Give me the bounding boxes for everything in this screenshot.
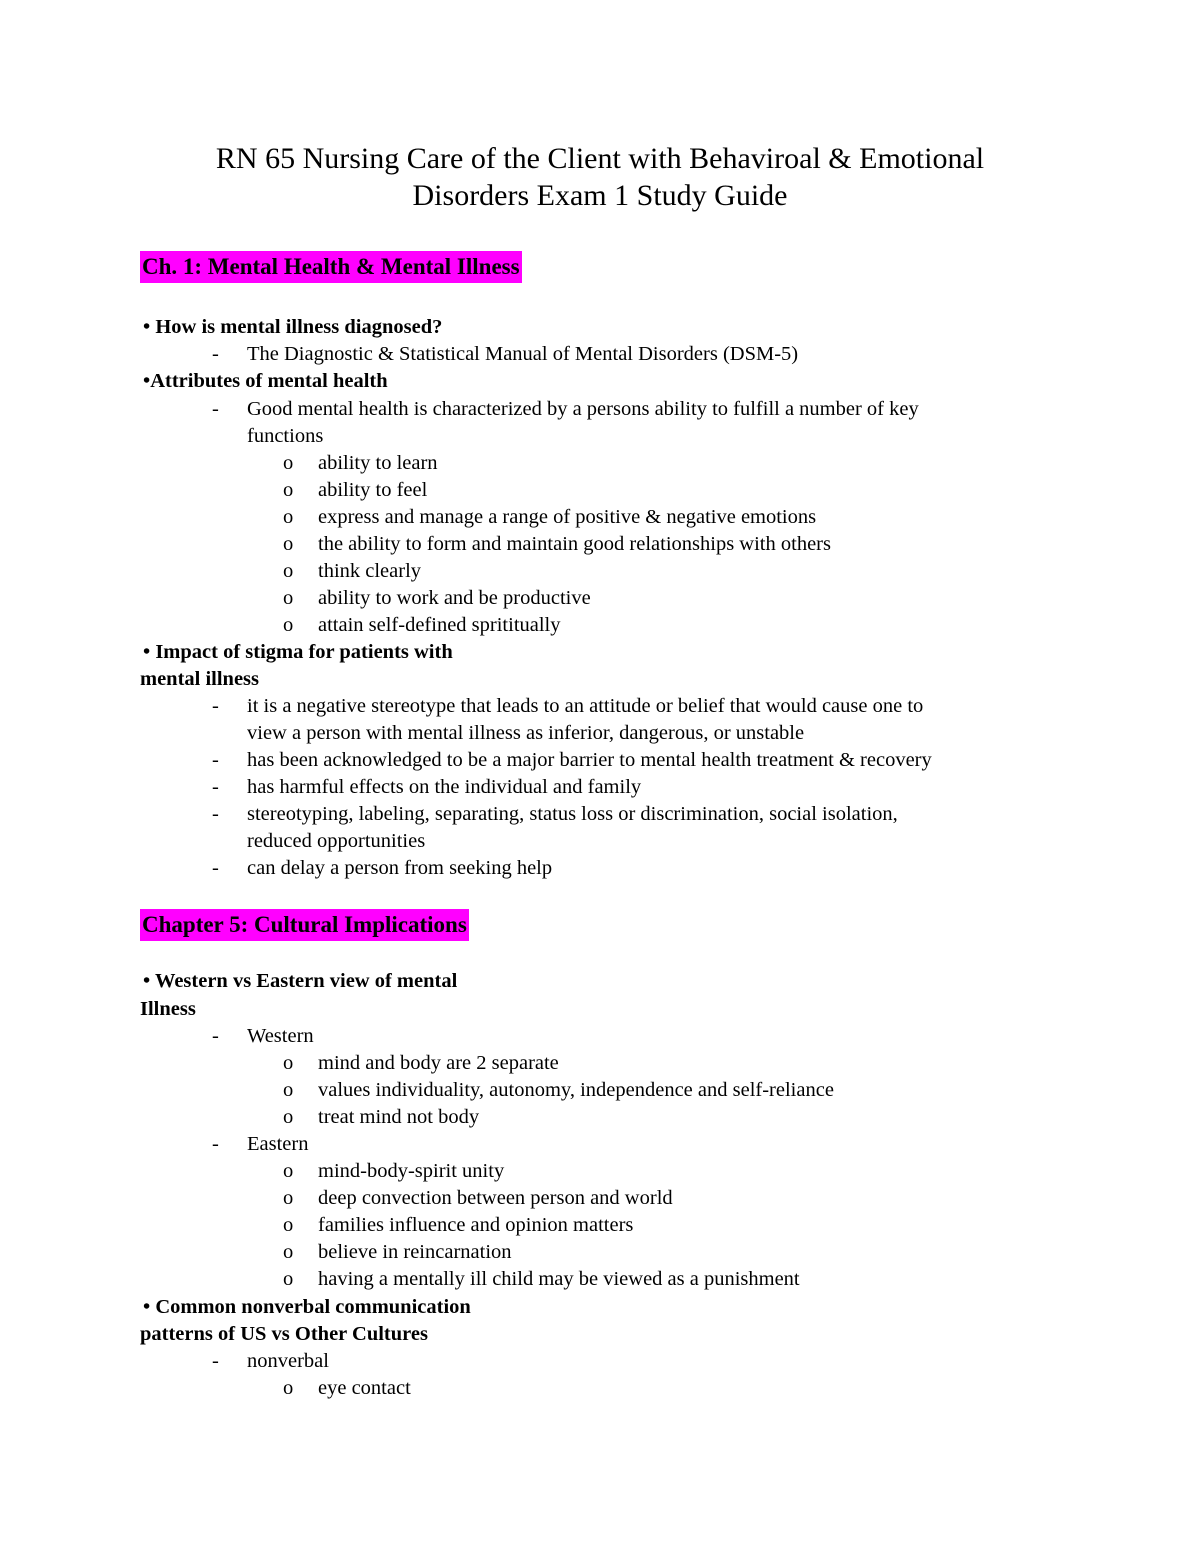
circle-marker: o [283, 1241, 294, 1263]
bullet-marker: • [143, 1296, 151, 1318]
question-text: Common nonverbal communication [155, 1296, 471, 1318]
question-nonverbal [143, 1294, 471, 1321]
sub-list-item: the ability to form and maintain good relationships with others [318, 533, 831, 555]
list-item: has harmful effects on the individual and family [247, 776, 642, 798]
dash-marker: - [212, 695, 219, 717]
circle-marker: o [283, 533, 294, 555]
list-item: nonverbal [247, 1350, 329, 1372]
dash-marker: - [212, 1025, 219, 1047]
question-text: How is mental illness diagnosed? [155, 316, 443, 338]
question-diagnosed [143, 314, 442, 341]
sub-list-item: ability to learn [318, 452, 438, 474]
list-item-eastern: Eastern [247, 1133, 309, 1155]
circle-marker: o [283, 614, 294, 636]
sub-list-item: having a mentally ill child may be viewed as a punishment [318, 1268, 800, 1290]
question-text: Western vs Eastern view of mental [154, 970, 458, 992]
bullet-marker: • [143, 316, 151, 338]
circle-marker: o [283, 479, 294, 501]
dash-marker: - [212, 776, 219, 798]
sub-list-item: eye contact [318, 1377, 411, 1399]
list-item-continued: reduced opportunities [247, 830, 426, 852]
sub-list-item: values individuality, autonomy, independence and self-reliance [318, 1079, 834, 1101]
circle-marker: o [283, 1052, 294, 1074]
list-item: stereotyping, labeling, separating, status loss or discrimination, social isolation, [247, 803, 898, 825]
bullet-marker: • [143, 370, 151, 392]
dash-marker: - [212, 1350, 219, 1372]
list-item-western: Western [247, 1025, 314, 1047]
title-line-1: RN 65 Nursing Care of the Client with Behaviroal & Emotional [215, 142, 985, 175]
circle-marker: o [283, 1079, 294, 1101]
sub-list-item: mind-body-spirit unity [318, 1160, 505, 1182]
circle-marker: o [283, 1106, 294, 1128]
list-item: can delay a person from seeking help [247, 857, 553, 879]
sub-list-item: think clearly [318, 560, 422, 582]
title-line-2: Disorders Exam 1 Study Guide [412, 179, 788, 212]
question-western-eastern-continued: Illness [140, 998, 196, 1020]
list-item-continued: view a person with mental illness as inferior, dangerous, or unstable [247, 722, 805, 744]
bullet-marker: • [143, 970, 151, 992]
list-item: The Diagnostic & Statistical Manual of Mental Disorders (DSM-5) [247, 343, 799, 365]
circle-marker: o [283, 1214, 294, 1236]
sub-list-item: ability to feel [318, 479, 428, 501]
sub-list-item: believe in reincarnation [318, 1241, 512, 1263]
dash-marker: - [212, 1133, 219, 1155]
list-item: has been acknowledged to be a major barrier to mental health treatment & recovery [247, 749, 932, 771]
dash-marker: - [212, 749, 219, 771]
circle-marker: o [283, 1187, 294, 1209]
circle-marker: o [283, 1160, 294, 1182]
sub-list-item: ability to work and be productive [318, 587, 591, 609]
list-item: Good mental health is characterized by a persons ability to fulfill a number of key [247, 398, 919, 420]
dash-marker: - [212, 803, 219, 825]
circle-marker: o [283, 587, 294, 609]
question-western-eastern [143, 968, 457, 995]
circle-marker: o [283, 1268, 294, 1290]
sub-list-item: attain self-defined sprititually [318, 614, 561, 636]
list-item: it is a negative stereotype that leads to an attitude or belief that would cause one to [247, 695, 924, 717]
list-item-continued: functions [247, 425, 324, 447]
sub-list-item: mind and body are 2 separate [318, 1052, 559, 1074]
question-text: Impact of stigma for patients with [155, 641, 453, 663]
dash-marker: - [212, 343, 219, 365]
circle-marker: o [283, 452, 294, 474]
circle-marker: o [283, 560, 294, 582]
question-nonverbal-continued: patterns of US vs Other Cultures [140, 1323, 428, 1345]
question-text: Attributes of mental health [150, 370, 388, 392]
document-title [0, 140, 1200, 214]
sub-list-item: deep convection between person and world [318, 1187, 673, 1209]
sub-list-item: families influence and opinion matters [318, 1214, 634, 1236]
section-heading-ch5: Chapter 5: Cultural Implications [140, 909, 469, 941]
question-stigma-continued: mental illness [140, 668, 260, 690]
question-stigma [143, 639, 453, 666]
sub-list-item: express and manage a range of positive & negative emotions [318, 506, 817, 528]
sub-list-item: treat mind not body [318, 1106, 480, 1128]
section-heading-ch1: Ch. 1: Mental Health & Mental Illness [140, 251, 522, 283]
circle-marker: o [283, 1377, 294, 1399]
dash-marker: - [212, 398, 219, 420]
circle-marker: o [283, 506, 294, 528]
dash-marker: - [212, 857, 219, 879]
question-attributes [143, 368, 388, 395]
bullet-marker: • [143, 641, 151, 663]
